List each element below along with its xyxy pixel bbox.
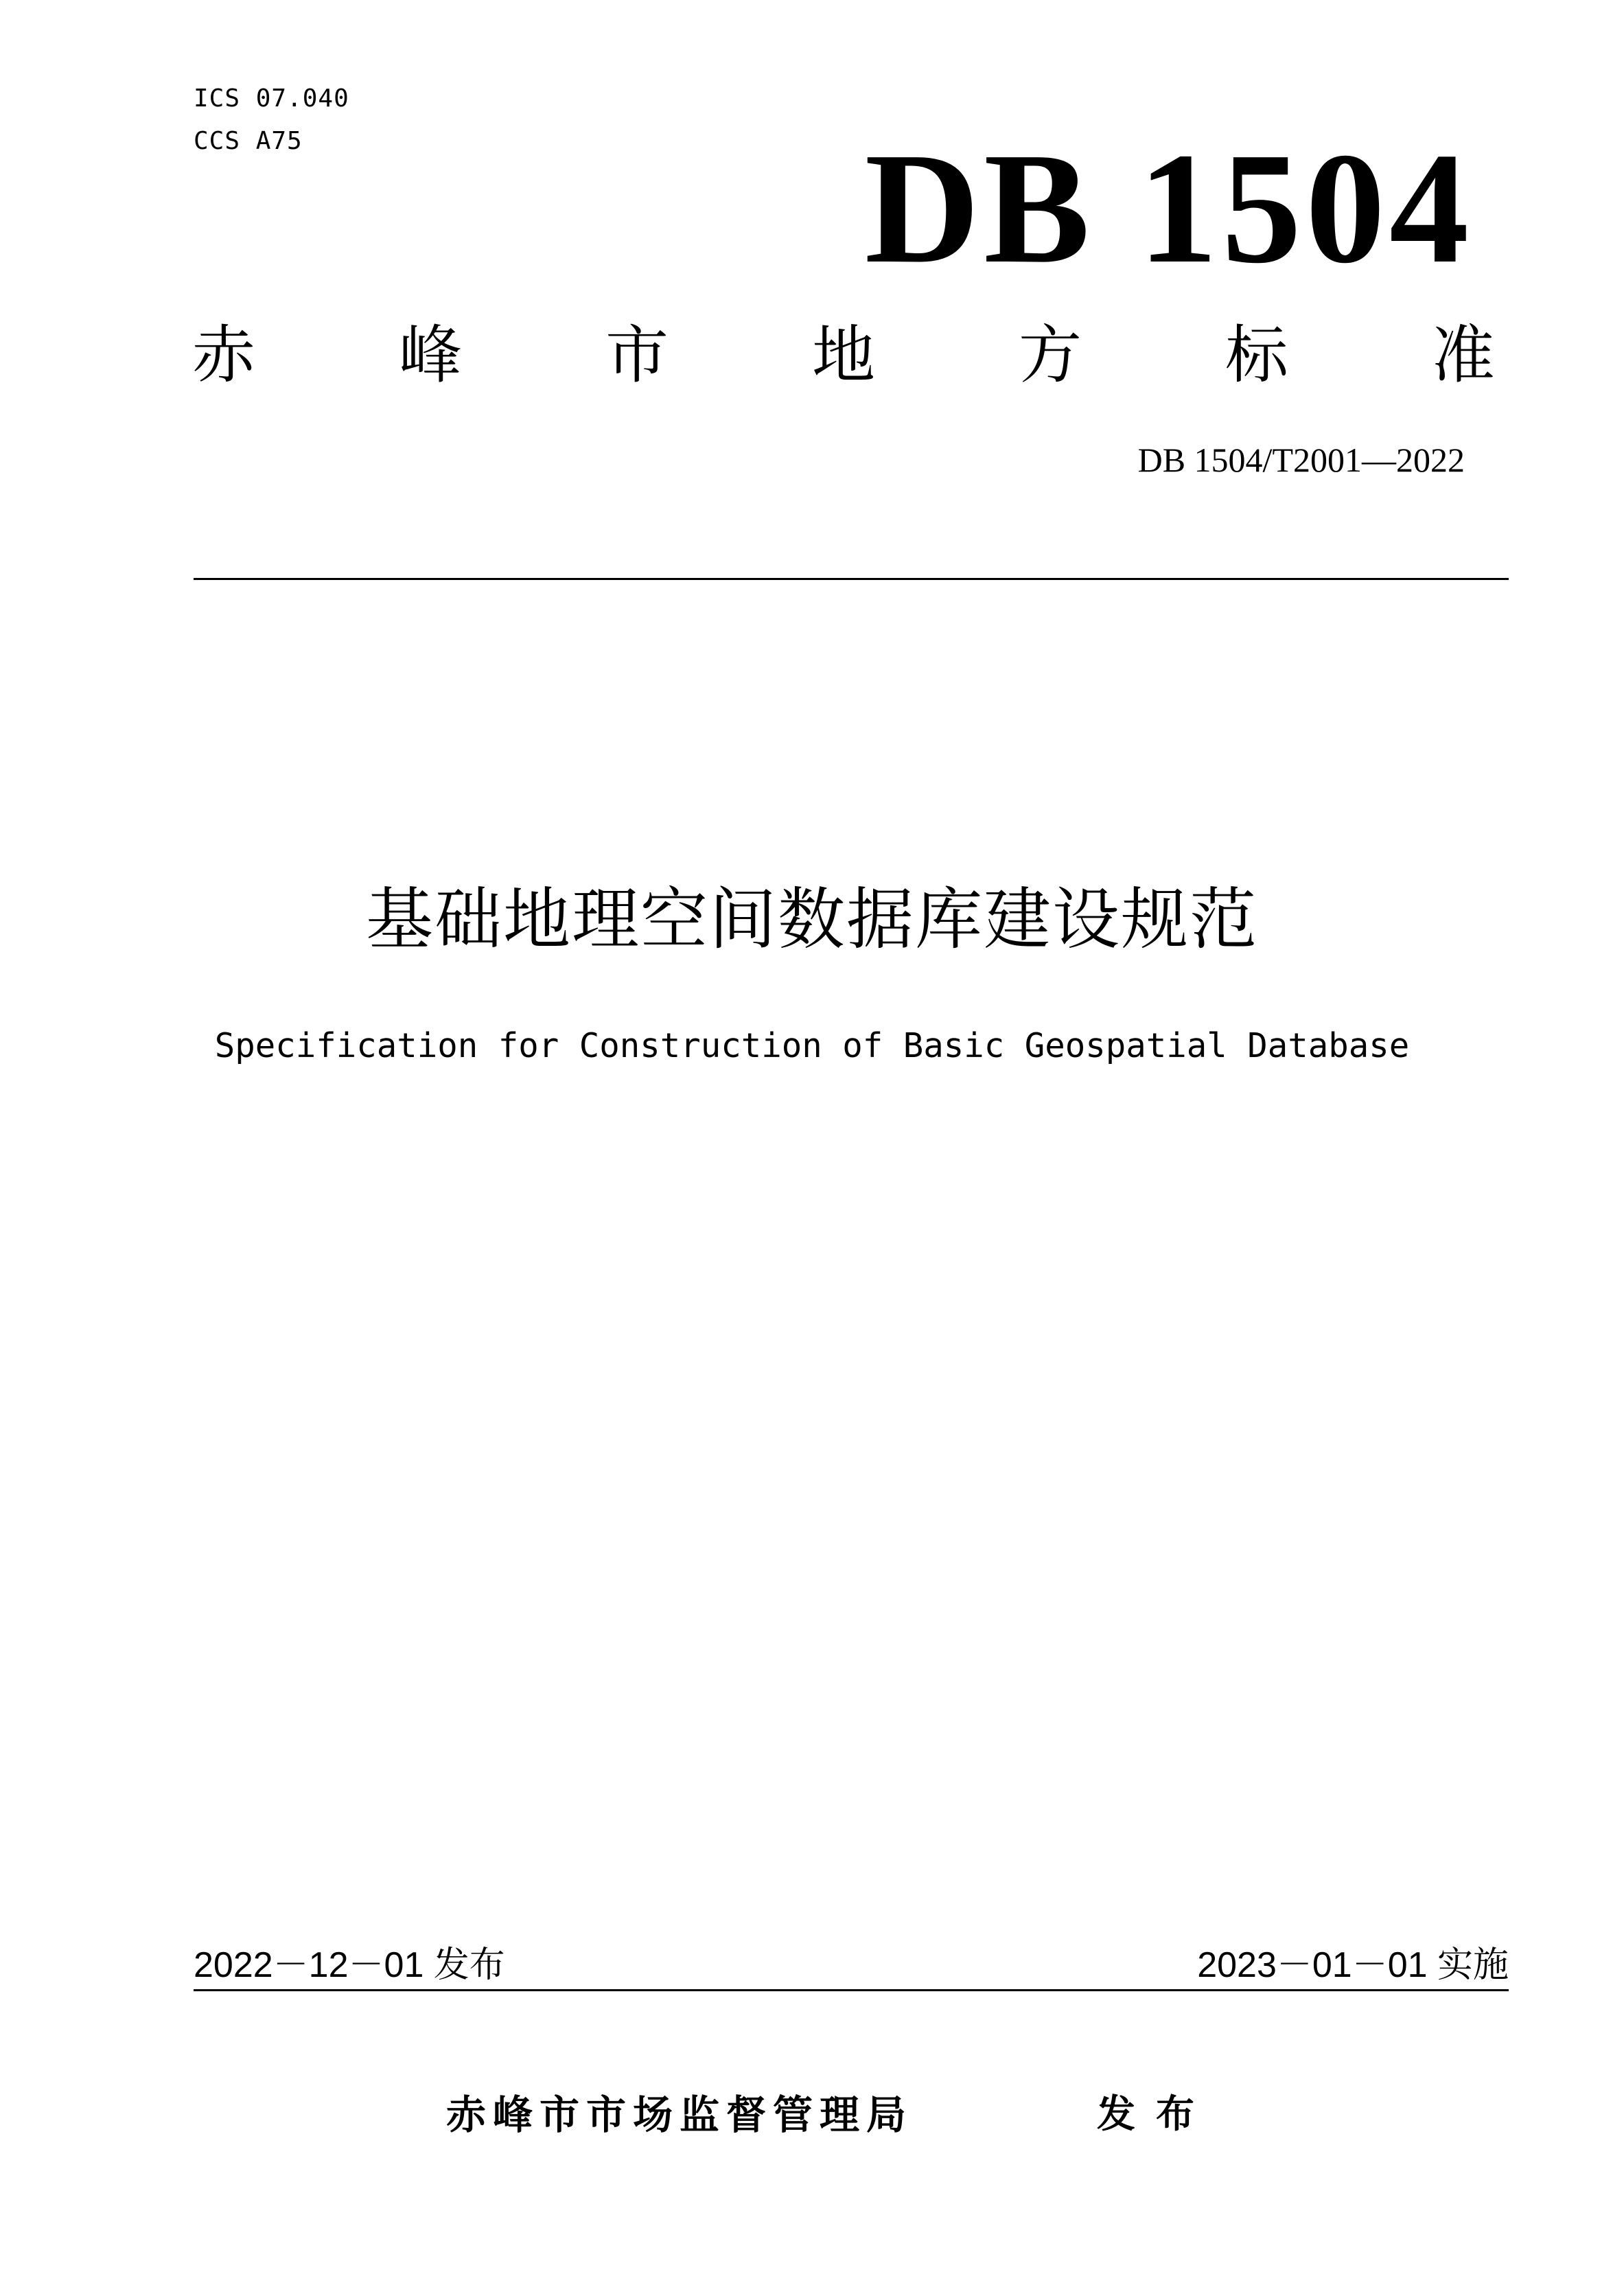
standard-type-char: 峰 bbox=[398, 318, 462, 392]
standard-type-char: 准 bbox=[1431, 318, 1495, 392]
standard-type-char: 方 bbox=[1018, 318, 1082, 392]
bottom-divider bbox=[194, 1989, 1509, 1991]
issuing-authority: 赤峰市市场监督管理局 bbox=[446, 2091, 914, 2138]
standard-mark: DB 1504 bbox=[864, 120, 1473, 297]
standard-type-char: 赤 bbox=[192, 318, 256, 392]
ccs-code: CCS A75 bbox=[194, 127, 303, 155]
issue-date: 2022－12－01 发布 bbox=[194, 1945, 505, 1985]
standard-number: DB 1504/T2001—2022 bbox=[1137, 441, 1465, 479]
ics-code: ICS 07.040 bbox=[194, 84, 349, 113]
top-divider bbox=[194, 578, 1509, 580]
issuing-action: 发布 bbox=[1097, 2092, 1215, 2137]
document-title-chinese: 基础地理空间数据库建设规范 bbox=[365, 881, 1258, 959]
standard-type-char: 市 bbox=[605, 318, 669, 392]
standard-type-char: 地 bbox=[811, 318, 875, 392]
standard-type-char: 标 bbox=[1225, 318, 1288, 392]
standard-type-heading bbox=[192, 314, 1495, 397]
document-title-english: Specification for Construction of Basic Geospatial Database bbox=[214, 1026, 1410, 1065]
implementation-date: 2023－01－01 实施 bbox=[1197, 1945, 1509, 1985]
